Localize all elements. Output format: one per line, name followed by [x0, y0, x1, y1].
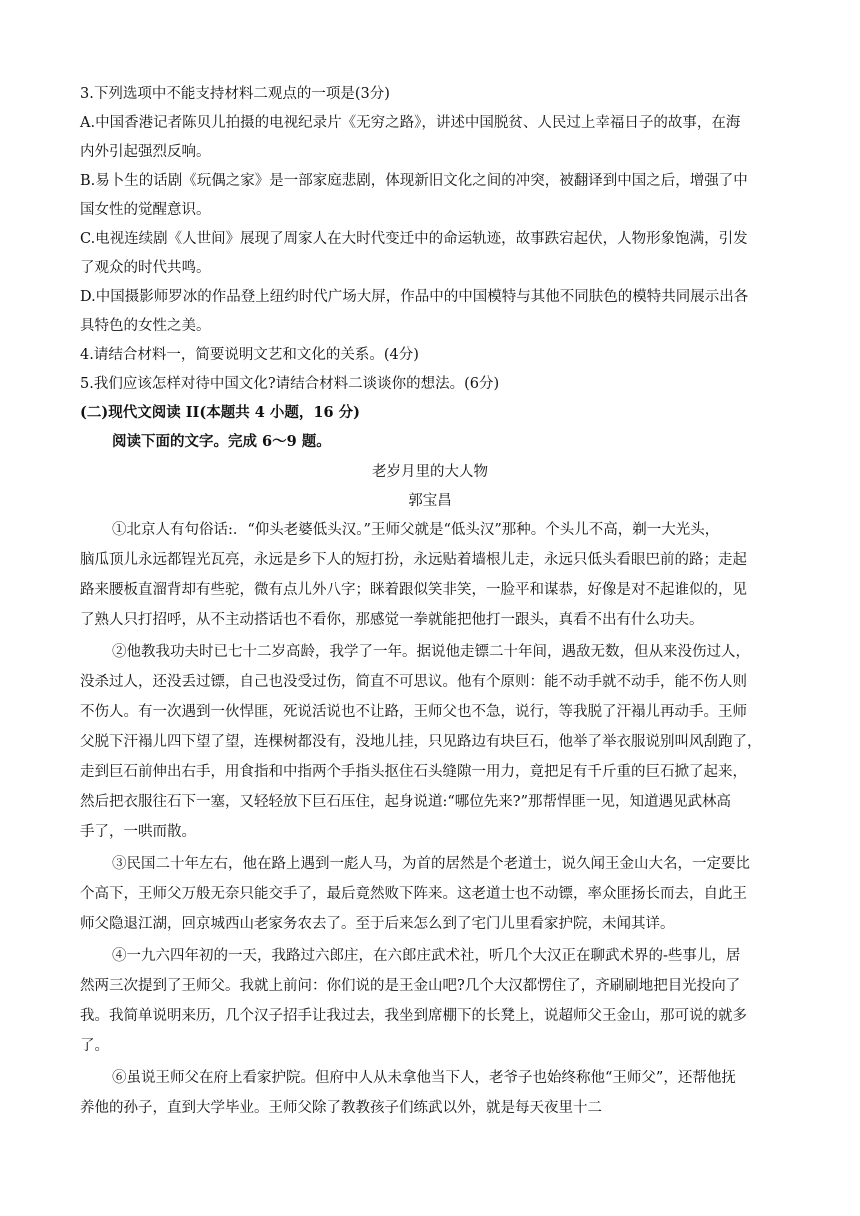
- paragraph-2-line-4: 父脱下汗褟儿四下望了望，连棵树都没有，没地儿挂，只见路边有块巨石，他举了举衣服说别叫风刮跑了，: [80, 734, 762, 750]
- question-3: 3.下列选项中不能支持材料二观点的一项是(3分): [80, 86, 390, 102]
- paragraph-1-line-1: ①北京人有句俗话:．“仰头老婆低头汉。”王师父就是“低头汉”那种。个头儿不高，剃一大光头，: [112, 522, 720, 538]
- paragraph-2-line-3: 不伤人。有一次遇到一伙悍匪，死说活说也不让路，王师父也不急，说行，等我脱了汗褟儿再动手。王师: [80, 704, 747, 720]
- paragraph-2-line-2: 没杀过人，还没丢过镖，自己也没受过伤，简直不可思议。他有个原则：能不动手就不动手，能不伤人则: [80, 674, 747, 690]
- option-d-line-2: 具特色的女性之美。: [80, 318, 211, 334]
- paragraph-3-line-1: ③民国二十年左右，他在路上遇到一彪人马，为首的居然是个老道士，说久闻王金山大名，一定要比: [112, 856, 750, 872]
- paragraph-2-line-6: 然后把衣服往石下一塞，又轻轻放下巨石压住，起身说道:“哪位先来?”那帮悍匪一见，知道遇见武林高: [80, 794, 731, 810]
- paragraph-1-line-2: 脑瓜顶儿永远都锃光瓦亮，永远是乡下人的短打扮，永远贴着墙根儿走，永远只低头看眼巴前的路；走起: [80, 552, 747, 568]
- paragraph-5-line-2: 养他的孙子，直到大学毕业。王师父除了教教孩子们练武以外，就是每天夜里十二: [80, 1100, 602, 1116]
- reading-instruction: 阅读下面的文字。完成 6～9 题。: [112, 433, 331, 450]
- article-title: 老岁月里的大人物: [372, 464, 488, 480]
- paragraph-2-line-5: 走到巨石前伸出右手，用食指和中指两个手指头抠住石头缝隙一用力，竟把足有千斤重的巨石掀了起来，: [80, 764, 747, 780]
- paragraph-4-line-2: 然两三次提到了王师父。我就上前问：你们说的是王金山吧?几个大汉都愣住了，齐刷刷地把目光投向了: [80, 978, 741, 994]
- paragraph-1-line-4: 了熟人只打招呼，从不主动搭话也不看你，那感觉一拳就能把他打一跟头，真看不出有什么功夫。: [80, 612, 704, 628]
- question-5: 5.我们应该怎样对待中国文化?请结合材料二谈谈你的想法。(6分): [80, 376, 500, 392]
- option-a-line-2: 内外引起强烈反响。: [80, 144, 211, 160]
- article-author: 郭宝昌: [408, 493, 452, 509]
- paragraph-5-line-1: ⑥虽说王师父在府上看家护院。但府中人从未拿他当下人，老爷子也始终称他“王师父”，还帮他抚: [112, 1070, 736, 1086]
- paragraph-2-line-1: ②他教我功夫时已七十二岁高龄，我学了一年。据说他走镖二十年间，遇敌无数，但从来没伤过人，: [112, 644, 750, 660]
- option-c-line-2: 了观众的时代共鸣。: [80, 260, 211, 276]
- option-b-line-1: B.易卜生的话剧《玩偶之家》是一部家庭悲剧，体现新旧文化之间的冲突，被翻译到中国之后，增强了中: [80, 173, 748, 189]
- paragraph-4-line-4: 了。: [80, 1038, 109, 1054]
- paragraph-2-line-7: 手了，一哄而散。: [80, 824, 196, 840]
- question-4: 4.请结合材料一，简要说明文艺和文化的关系。(4分): [80, 347, 419, 363]
- paragraph-3-line-2: 个高下，王师父万般无奈只能交手了，最后竟然败下阵来。这老道士也不动镖，率众匪扬长而去，自此王: [80, 886, 747, 902]
- paragraph-4-line-3: 我。我简单说明来历，几个汉子招手让我过去，我坐到席棚下的长凳上，说超师父王金山，那可说的就多: [80, 1008, 747, 1024]
- option-c-line-1: C.电视连续剧《人世间》展现了周家人在大时代变迁中的命运轨迹，故事跌宕起伏，人物形象饱满，引发: [80, 231, 748, 247]
- option-b-line-2: 国女性的觉醒意识。: [80, 202, 211, 218]
- option-a-line-1: A.中国香港记者陈贝儿拍摄的电视纪录片《无穷之路》，讲述中国脱贫、人民过上幸福日子的故事，在海: [80, 115, 741, 131]
- paragraph-4-line-1: ④一九六四年初的一天，我路过六郎庄，在六郎庄武术社，听几个大汉正在聊武术界的-些事儿，居: [112, 948, 741, 964]
- paragraph-1-line-3: 路来腰板直溜背却有些驼，微有点儿外八字；眯着跟似笑非笑，一脸平和谋恭，好像是对不起谁似的，见: [80, 582, 747, 598]
- section-heading: (二)现代文阅读 II(本题共 4 小题，16 分): [80, 404, 360, 421]
- paragraph-3-line-3: 师父隐退江湖，回京城西山老家务农去了。至于后来怎么到了宅门儿里看家护院，未闻其详。: [80, 916, 675, 932]
- option-d-line-1: D.中国摄影师罗冰的作品登上纽约时代广场大屏，作品中的中国模特与其他不同肤色的模特共同展示出各: [80, 289, 749, 305]
